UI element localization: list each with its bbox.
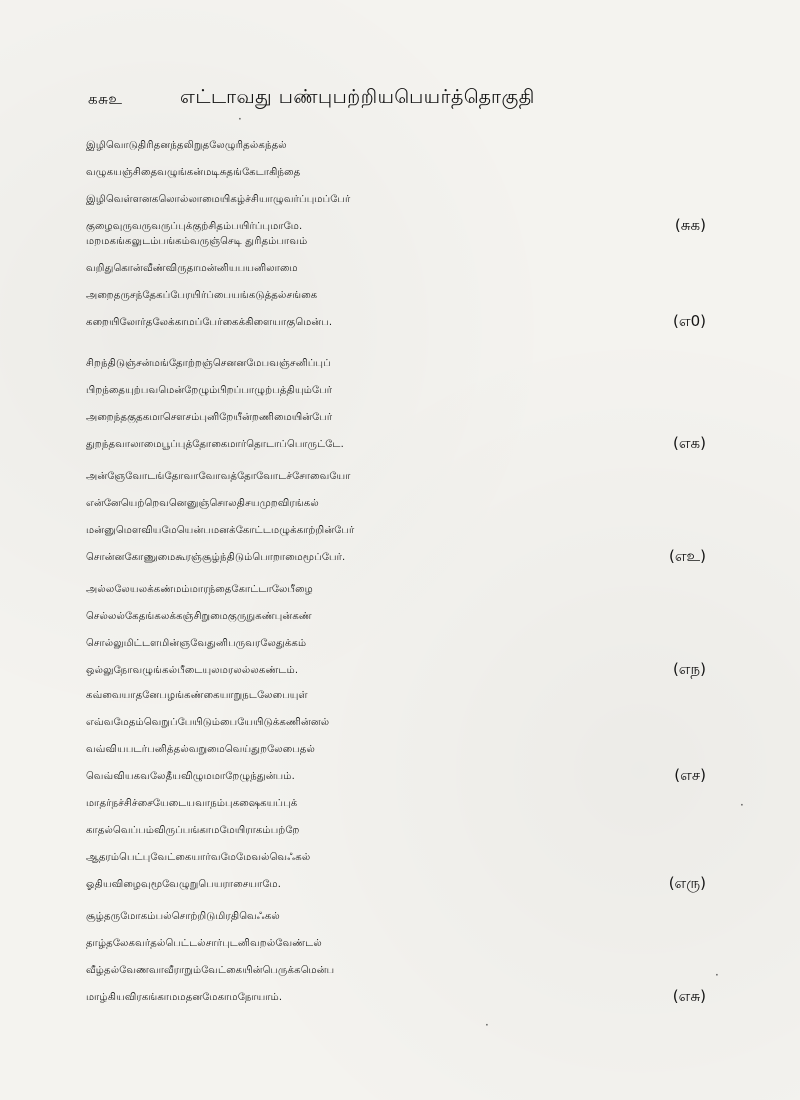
- scan-speck: ·: [485, 1018, 489, 1032]
- verse-line: சிறந்திடுஞ்சன்மங்தோற்றஞ்செனனமேபவஞ்சனிப்புப்: [86, 358, 331, 369]
- verse-line: கறையிலோர்தலேக்காமப்பேர்கைக்கிளையாகுமென்ப.: [86, 317, 333, 328]
- scan-speck: ·: [740, 798, 744, 812]
- verse-line: இழிவொடுதிரிதனந்தலிறுதலேழுரிதல்கந்தல்: [86, 140, 287, 151]
- verse-line: துறந்தவாலாமைபூப்புத்தோகைமார்தொடாப்பொருட்டே.: [86, 439, 344, 450]
- verse-line: வவ்வியபடர்பனித்தல்வறுமைவெய்துறலேபைதல்: [86, 744, 316, 755]
- verse-line: எவ்வமேதம்வெறுப்பேயிடும்பையேயிடுக்கணின்னல்: [86, 717, 330, 728]
- verse-line: மாழ்கியவிரகங்காமமதனமேகாமநோயாம்.: [86, 992, 283, 1003]
- stanza: [86, 790, 706, 898]
- verse-line: ஒல்லுநோவழுங்கல்பீடையுலமரலல்லகண்டம்.: [86, 665, 299, 676]
- page-header: [88, 86, 648, 116]
- verse-line: சூழ்தருமோகம்பல்சொற்றிடுமிரதிவெஃகல்: [86, 911, 280, 922]
- verse-line: சொல்லுமிட்டளமின்ஞவேதுனிபருவரலேதுக்கம்: [86, 638, 307, 649]
- verse-number: (எரு): [668, 874, 706, 892]
- verse-line: மன்னுமெளவியமேயென்பமனக்கோட்டமழுக்காற்றின்பேர்: [86, 525, 355, 536]
- stanza: [86, 228, 706, 336]
- scan-speck: ·: [715, 968, 719, 982]
- verse-line: பிறந்தையுற்பவமென்றேழும்பிறப்பாழுற்பத்தியும்பேர்: [86, 385, 333, 396]
- verse-line: ஓதியவிழைவுமூவேழுறுபெயராசையாமே.: [86, 879, 282, 890]
- verse-line: அறைந்தகுதகமாசௌசம்புனிறேயீன்றணிமையின்பேர்: [86, 412, 333, 423]
- verse-line: அறைதருசந்தேகப்பேரயிர்ப்பையங்கடுத்தல்சங்கை: [86, 290, 318, 301]
- verse-line: வெவ்வியகவலேதீயவிழுமமாறேழுந்துன்பம்.: [86, 771, 295, 782]
- verse-number: (எ0): [673, 312, 706, 330]
- verse-line: இழிவெள்ளனகலொல்லாமையிகழ்ச்சியாழுவர்ப்புமப்பேர்: [86, 194, 351, 205]
- scan-speck: ·: [238, 112, 242, 126]
- stanza: [86, 682, 706, 790]
- verse-line: வழுகயஞ்சிதைவழுங்கன்மடிசுதங்கேடாகிந்தை: [86, 167, 301, 178]
- verse-line: அல்லலேயலக்கண்மம்மாரந்தைகோட்டாலேபீழை: [86, 584, 313, 595]
- stanza: [86, 463, 706, 571]
- verse-number: (சுக): [674, 216, 706, 234]
- verse-line: மாதர்நச்சிச்சையேடையவாநம்புகஷைகயப்புக்: [86, 798, 298, 809]
- verse-line: மறமகங்கலுடம்பங்கம்வருஞ்செடி துரிதம்பாவம்: [86, 236, 308, 247]
- verse-line: வீழ்தல்வேணவாவீராறும்வேட்கையின்பெருக்கமென்ப: [86, 965, 335, 976]
- verse-line: என்னேயெற்றெவனெனுஞ்சொலதிசயமுறவிரங்கல்: [86, 498, 319, 509]
- stanza: [86, 903, 706, 1011]
- verse-number: (எந): [672, 660, 706, 678]
- verse-line: ஆதரம்பெட்புவேட்கையார்வமேமேவல்வெஃகல்: [86, 852, 311, 863]
- verse-line: வறிதுகொன்வீண்விருதாமன்னியபயனிலாமை: [86, 263, 298, 274]
- stanza: [86, 576, 706, 684]
- page-number: கசுஉ: [88, 90, 123, 108]
- section-title: எட்டாவது பண்புபற்றியபெயர்த்தொகுதி: [180, 86, 535, 108]
- verse-line: கவ்வையாதனேபழங்கண்கையாறுநடலேபையுள்: [86, 690, 308, 701]
- verse-number: (எச): [674, 766, 706, 784]
- verse-line: சொன்னகோணுமைகூரஞ்சூழ்ந்திடும்பொறாமைமூப்பேர்.: [86, 552, 346, 563]
- verse-line: தாழ்தலேகவர்தல்பெட்டல்சார்புடனிவறல்வேண்டல்: [86, 938, 322, 949]
- verse-line: செல்லல்கேதங்கலக்கஞ்சிறுமைகுருநுகண்புன்கண்: [86, 611, 312, 622]
- verse-line: அன்ஞேவோடங்தோவாவோவத்தோவோடச்சோவையோ: [86, 471, 351, 482]
- verse-number: (எக): [672, 434, 706, 452]
- stanza: [86, 132, 706, 240]
- stanza: [86, 350, 706, 458]
- verse-number: (எஉ): [668, 547, 706, 565]
- verse-number: (எசு): [672, 987, 706, 1005]
- verse-line: காதல்வெப்பம்விருப்பங்காமமேயிராகம்பற்றே: [86, 825, 300, 836]
- verse-line: குழைவுருவருவருப்புக்குற்சிதம்பயிர்ப்புமாமே.: [86, 221, 303, 232]
